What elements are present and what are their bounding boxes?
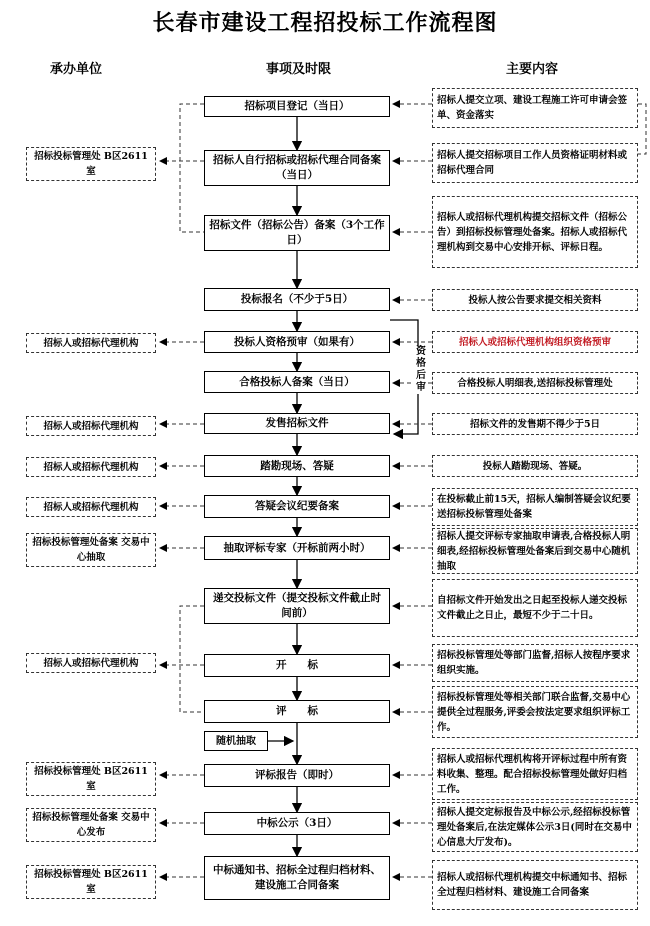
content-item: 招标人提交招标项目工作人员资格证明材料或招标代理合同 [432, 143, 638, 183]
header-content: 主要内容 [506, 62, 559, 77]
post-review-label: 资格后审 [416, 346, 426, 393]
unit-management-office: 招标投标管理处 B区2611室 [26, 762, 156, 796]
content-item: 招标人提交定标报告及中标公示,经招标投标管理处备案后,在法定媒体公示3日(同时在交易中心信息大厅发布)。 [432, 802, 638, 852]
unit-tenderer: 招标人或招标代理机构 [26, 457, 156, 477]
step-award-notice-filing: 中标通知书、招标全过程归档材料、建设施工合同备案 [204, 856, 390, 900]
step-project-registration: 招标项目登记（当日） [204, 96, 390, 117]
step-sell-tender-docs: 发售招标文件 [204, 413, 390, 434]
step-prequalification: 投标人资格预审（如果有） [204, 331, 390, 353]
unit-management-office: 招标投标管理处 B区2611室 [26, 147, 156, 181]
step-bid-registration: 投标报名（不少于5日） [204, 288, 390, 311]
step-qualified-bidder-filing: 合格投标人备案（当日） [204, 371, 390, 393]
content-item: 招标人或招标代理机构提交中标通知书、招标全过程归档材料、建设施工合同备案 [432, 860, 638, 910]
content-item: 招标投标管理处等相关部门联合监督,交易中心提供全过程服务,评委会按法定要求组织评标工作。 [432, 686, 638, 738]
unit-tenderer: 招标人或招标代理机构 [26, 333, 156, 353]
content-item: 招标投标管理处等部门监督,招标人按程序要求组织实施。 [432, 644, 638, 682]
content-item: 合格投标人明细表,送招标投标管理处 [432, 372, 638, 394]
step-expert-selection: 抽取评标专家（开标前两小时） [204, 536, 390, 560]
step-qa-minutes-filing: 答疑会议纪要备案 [204, 495, 390, 518]
content-item: 招标人提交评标专家抽取申请表,合格投标人明细表,经招标投标管理处备案后到交易中心随机抽取 [432, 528, 638, 574]
unit-management-office: 招标投标管理处 B区2611室 [26, 865, 156, 899]
header-units: 承办单位 [50, 62, 103, 77]
content-item: 招标人提交立项、建设工程施工许可申请会签单、资金落实 [432, 88, 638, 128]
content-item: 投标人按公告要求提交相关资料 [432, 289, 638, 311]
unit-tenderer: 招标人或招标代理机构 [26, 653, 156, 673]
content-item: 招标人或招标代理机构提交招标文件（招标公告）到招标投标管理处备案。招标人或招标代理机构到交易中心安排开标、评标日程。 [432, 196, 638, 268]
unit-office-filing-center-draw: 招标投标管理处备案 交易中心抽取 [26, 533, 156, 567]
random-draw-box: 随机抽取 [204, 731, 268, 751]
step-bid-opening: 开 标 [204, 654, 390, 677]
step-submit-bids: 递交投标文件（提交投标文件截止时间前） [204, 588, 390, 624]
header-items: 事项及时限 [266, 62, 332, 77]
content-item: 在投标截止前15天，招标人编制答疑会议纪要送招标投标管理处备案 [432, 488, 638, 526]
step-site-visit: 踏勘现场、答疑 [204, 455, 390, 477]
step-award-publicity: 中标公示（3日） [204, 812, 390, 835]
step-tender-doc-filing: 招标文件（招标公告）备案（3个工作日） [204, 215, 390, 251]
content-item: 自招标文件开始发出之日起至投标人递交投标文件截止之日止，最短不少于二十日。 [432, 579, 638, 637]
content-item-highlight: 招标人或招标代理机构组织资格预审 [432, 331, 638, 353]
content-item: 招标文件的发售期不得少于5日 [432, 413, 638, 435]
unit-tenderer: 招标人或招标代理机构 [26, 416, 156, 436]
step-evaluation-report: 评标报告（即时） [204, 764, 390, 787]
step-bid-evaluation: 评 标 [204, 700, 390, 723]
content-item: 招标人或招标代理机构将开评标过程中所有资料收集、整理。配合招标投标管理处做好归档工作。 [432, 748, 638, 800]
page-title: 长春市建设工程招投标工作流程图 [152, 11, 498, 36]
content-item: 投标人踏勘现场、答疑。 [432, 455, 638, 477]
unit-office-filing-center-publish: 招标投标管理处备案 交易中心发布 [26, 808, 156, 842]
step-agency-contract-filing: 招标人自行招标或招标代理合同备案（当日） [204, 150, 390, 186]
unit-tenderer: 招标人或招标代理机构 [26, 497, 156, 517]
